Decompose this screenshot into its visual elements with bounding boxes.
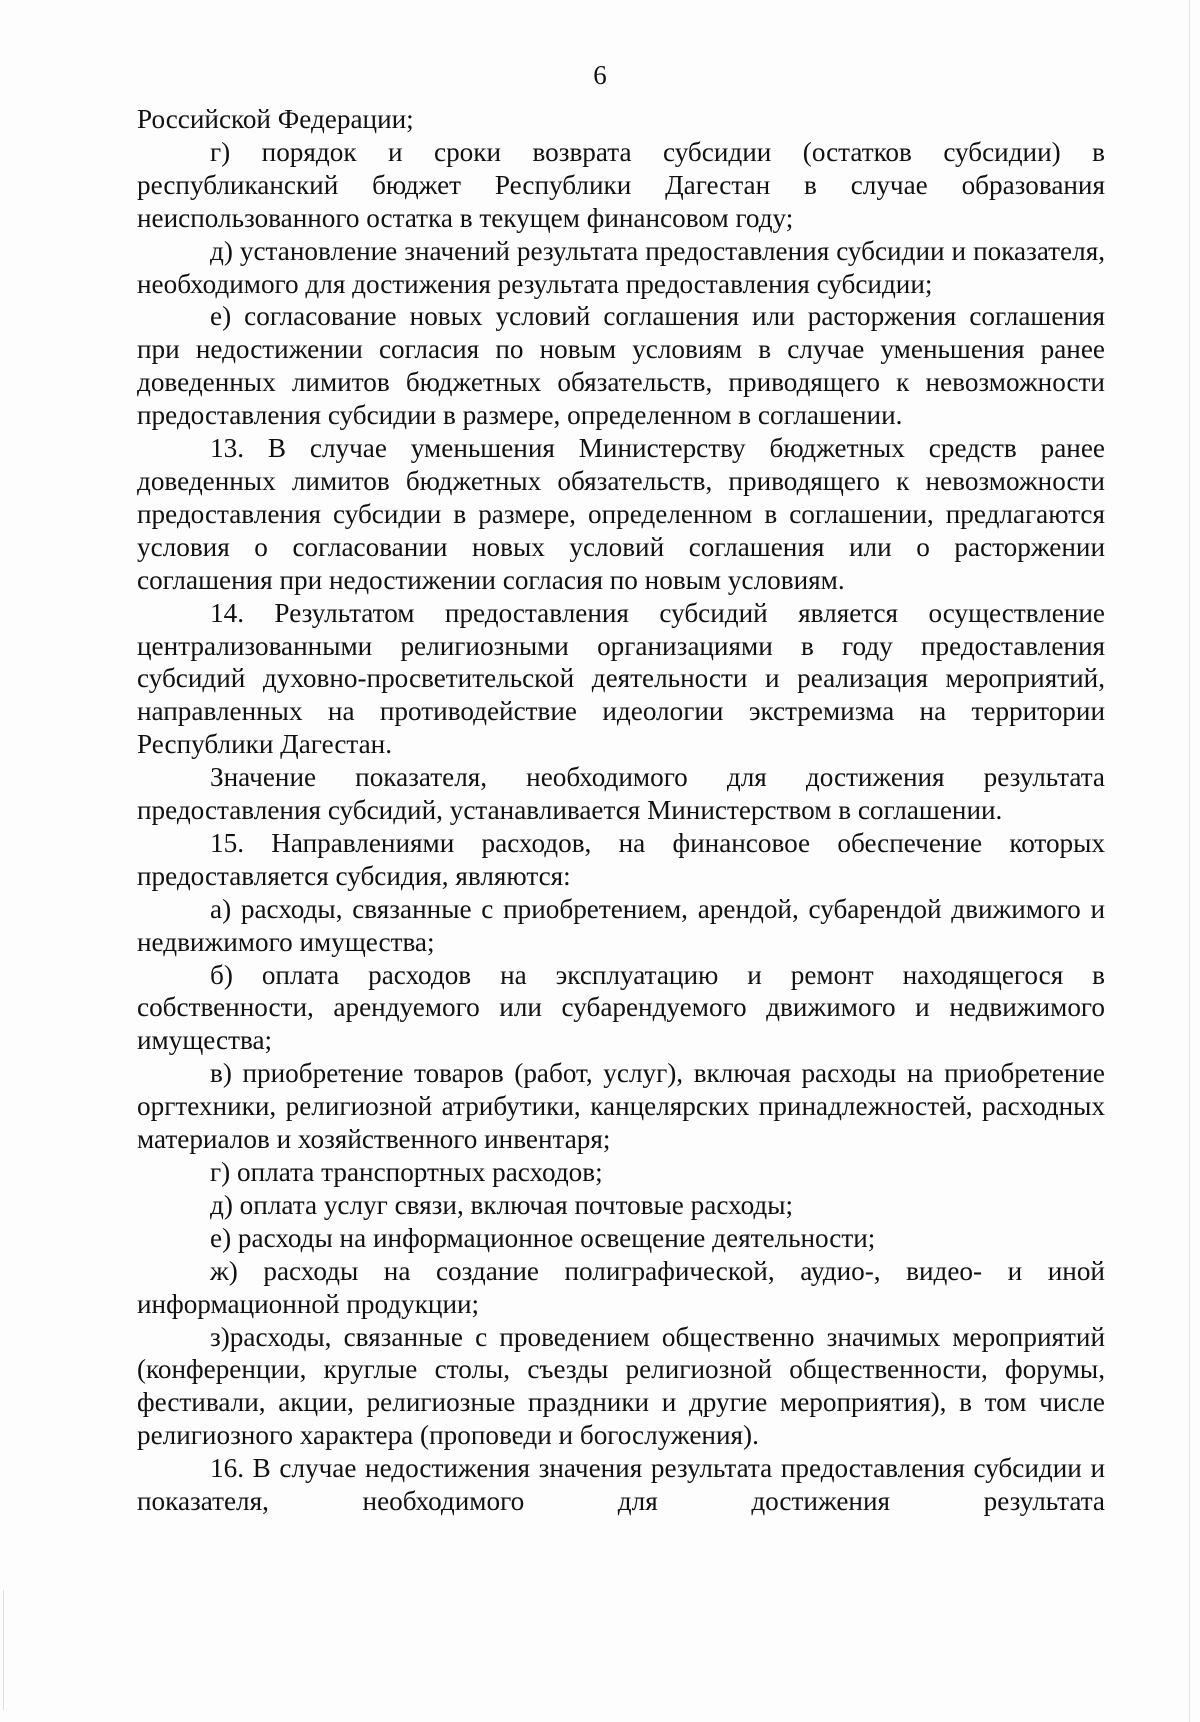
paragraph-item-e-agreement: е) согласование новых условий соглашения или расторжения соглашения при недостижении согласия по новым условиям в случае уменьшения ранее доведенных лимитов бюджетных обязательств, приводящего к невозможности предоставления субсидии в размере, определенном в соглашении.: [137, 301, 1105, 431]
paragraph-item-b: б) оплата расходов на эксплуатацию и ремонт находящегося в собственности, арендуемого или субарендуемого движимого и недвижимого имущества;: [137, 959, 1105, 1056]
paragraph-item-zh: ж) расходы на создание полиграфической, аудио-, видео- и иной информационной продукции;: [137, 1255, 1105, 1319]
paragraph-item-d-communication: д) оплата услуг связи, включая почтовые расходы;: [210, 1189, 794, 1220]
paragraph-item-d-values: д) установление значений результата предоставления субсидии и показателя, необходимого для достижения результата предоставления субсидии;: [137, 235, 1105, 299]
paragraph-16: 16. В случае недостижения значения результата предоставления субсидии и показателя, необходимого для достижения результата: [137, 1453, 1105, 1517]
paragraph-item-e-information: е) расходы на информационное освещение деятельности;: [210, 1222, 876, 1253]
paragraph-15: 15. Направлениями расходов, на финансовое обеспечение которых предоставляется субсидия, являются:: [137, 827, 1105, 891]
paragraph-item-a: а) расходы, связанные с приобретением, арендой, субарендой движимого и недвижимого имущества;: [137, 893, 1105, 957]
paragraph-continuation: Российской Федерации;: [137, 104, 414, 134]
scan-edge-line-left: [3, 1590, 4, 1710]
paragraph-indicator-value: Значение показателя, необходимого для достижения результата предоставления субсидий, устанавливается Министерством в соглашении.: [137, 762, 1105, 826]
paragraph-item-z: з)расходы, связанные с проведением общественно значимых мероприятий (конференции, круглые столы, съезды религиозной общественности, форумы, фестивали, акции, религиозные праздники и другие мероприятия), в том числе религиозного характера (проповеди и богослужения).: [137, 1321, 1105, 1451]
paragraph-13: 13. В случае уменьшения Министерству бюджетных средств ранее доведенных лимитов бюджетных обязательств, приводящего к невозможности предоставления субсидии в размере, определенном в соглашении, предлагаются условия о согласовании новых условий соглашения или о расторжении соглашения при недостижении согласия по новым условиям.: [137, 433, 1105, 595]
document-body: [137, 103, 1105, 1518]
paragraph-item-v: в) приобретение товаров (работ, услуг), включая расходы на приобретение оргтехники, религиозной атрибутики, канцелярских принадлежностей, расходных материалов и хозяйственного инвентаря;: [137, 1058, 1105, 1155]
page-number: 6: [593, 60, 607, 90]
paragraph-14: 14. Результатом предоставления субсидий является осуществление централизованными религиозными организациями в году предоставления субсидий духовно-просветительской деятельности и реализация мероприятий, направленных на противодействие идеологии экстремизма на территории Республики Дагестан.: [137, 597, 1105, 760]
scan-edge-line: [1189, 0, 1190, 1722]
paragraph-item-g-transport: г) оплата транспортных расходов;: [210, 1157, 603, 1187]
paragraph-item-g-return: г) порядок и сроки возврата субсидии (остатков субсидии) в республиканский бюджет Республики Дагестан в случае образования неиспользованного остатка в текущем финансовом году;: [137, 136, 1105, 233]
